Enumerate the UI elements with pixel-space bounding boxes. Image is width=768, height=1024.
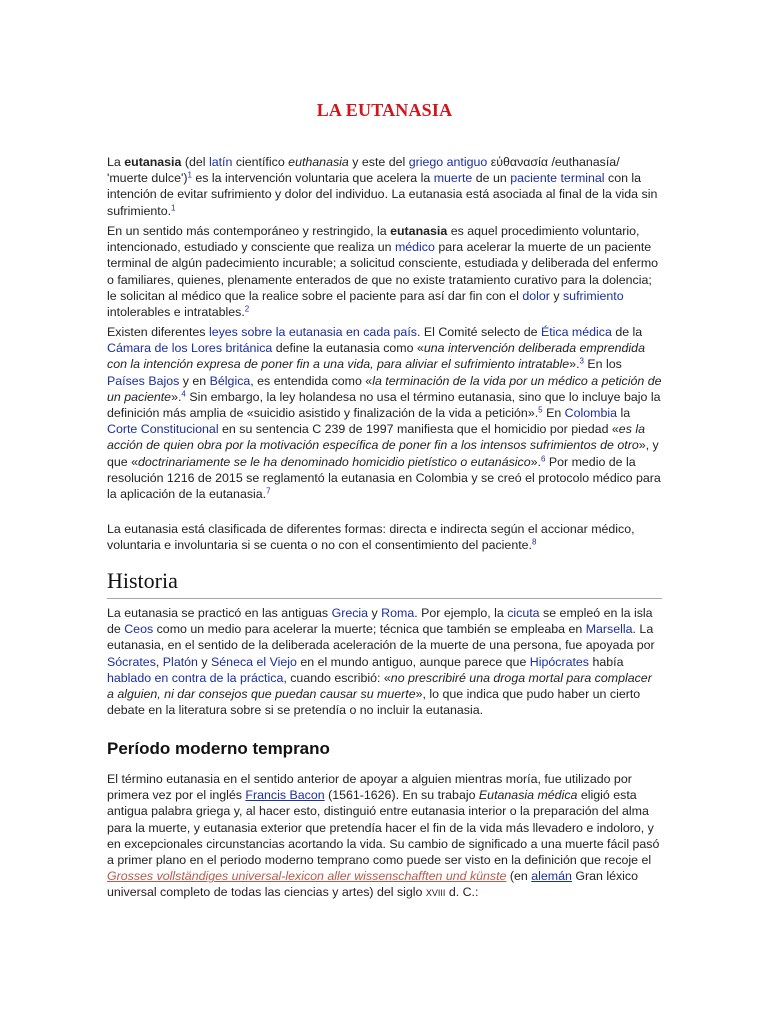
- link-grecia[interactable]: Grecia: [331, 606, 369, 620]
- link-corte-constitucional[interactable]: Corte Constitucional: [107, 422, 219, 437]
- bold-term: eutanasia: [390, 224, 448, 238]
- link-leyes-eutanasia[interactable]: leyes sobre la eutanasia en cada país: [208, 325, 417, 339]
- footnote-ref[interactable]: 5: [538, 405, 543, 415]
- century-numeral: xviii: [425, 885, 446, 900]
- footnote-ref[interactable]: 4: [181, 389, 186, 399]
- link-sufrimiento[interactable]: sufrimiento: [562, 288, 624, 303]
- link-grosses-lexicon[interactable]: Grosses vollständiges universal-lexicon aller wissenschafften und künste: [107, 869, 507, 884]
- link-aleman[interactable]: alemán: [531, 869, 572, 884]
- section-heading-periodo-moderno: Período moderno temprano: [107, 739, 330, 758]
- link-etica-medica[interactable]: Ética médica: [540, 325, 612, 339]
- footnote-ref[interactable]: 8: [532, 537, 537, 547]
- paragraph-intro: La eutanasia (del latín científico euthanasia y este del griego antiguo εὐθανασία /euthanasía/ 'muerte dulce')$^1$ es la intervención voluntaria que acelera la muerte de un paciente terminal con la intención de evitar sufrimiento y dolor del individuo. La eutanasia está asociada al final de la vida sin sufrimiento.$^1$: [107, 155, 658, 218]
- footnote-ref[interactable]: 3: [579, 357, 584, 367]
- footnote-ref[interactable]: 2: [244, 304, 250, 314]
- paragraph-definition: En un sentido más contemporáneo y restringido, la eutanasia es aquel procedimiento voluntario, intencionado, estudiado y consciente que realiza un médico para acelerar la muerte de un paciente terminal de algún padecimiento incurable; a solicitud consciente, estudiada y deliberada del enfermo o familiares, quienes, plenamente enterados de que no existe tratamiento curativo para la dolencia; le solicitan al médico que la realice sobre el paciente para así dar fin con el dolor y sufrimiento intolerables e intratables.$^2$: [107, 224, 659, 320]
- footnote-ref[interactable]: 1: [187, 170, 192, 180]
- link-seneca[interactable]: Séneca el Viejo: [211, 654, 297, 669]
- section-heading-historia: Historia: [107, 566, 662, 599]
- paragraph-periodo-moderno: El término eutanasia en el sentido anterior de apoyar a alguien mientras moría, fue utilizado por primera vez por el inglés Francis Bacon (1561-1626). En su trabajo Eutanasia médica eligió esta antigua palabra griega y, al hacer esto, distinguió entre eutanasia interior o la preparación del alma para la muerte, y eutanasia exterior que pretendía hacer el fin de la vida más llevadero e indoloro, y en excepcionales circunstancias acortando la vida. Su cambio de significado a una muerte fácil pasó a primer plano en el periodo moderno temprano como puede ser visto en la definición que recoje el Grosses vollständiges universal-lexicon aller wissenschafften und künste (en alemán Gran léxico universal completo de todas las ciencias y artes) del siglo xviii d. C.:: [107, 772, 660, 900]
- paragraph-legislation: Existen diferentes leyes sobre la eutanasia en cada país. El Comité selecto de Ética médica de la Cámara de los Lores británica define la eutanasia como «una intervención deliberada emprendida con la intención expresa de poner fin a una vida, para aliviar el sufrimiento intratable».$^3$ En los Países Bajos y en Bélgica, es entendida como «la terminación de la vida por un médico a petición de un paciente».$^4$ Sin embargo, la ley holandesa no usa el término eutanasia, sino que lo incluye bajo la definición más amplia de «suicidio asistido y finalización de la vida a petición».$^5$ En Colombia la Corte Constitucional en su sentencia C 239 de 1997 manifiesta que el homicidio por piedad «es la acción de quien obra por la motivación específica de poner fin a los intensos sufrimientos de otro», y que «doctrinariamente se le ha denominado homicidio pietístico o eutanásico».$^6$ Por medio de la resolución 1216 de 2015 se reglamentó la eutanasia en Colombia y se creó el protocolo médico para la aplicación de la eutanasia.$^7$: [107, 325, 662, 502]
- link-dolor[interactable]: dolor: [522, 288, 550, 303]
- link-latin[interactable]: latín: [208, 155, 233, 169]
- footnote-ref[interactable]: 6: [540, 454, 546, 464]
- link-hablado-en-contra[interactable]: hablado en contra de la práctica: [107, 670, 284, 685]
- link-platon[interactable]: Platón: [162, 654, 198, 669]
- link-hipocrates[interactable]: Hipócrates: [529, 654, 590, 669]
- link-socrates[interactable]: Sócrates: [107, 654, 156, 669]
- link-marsella[interactable]: Marsella: [585, 622, 633, 637]
- link-francis-bacon[interactable]: Francis Bacon: [245, 788, 325, 803]
- link-colombia[interactable]: Colombia: [564, 406, 618, 421]
- link-griego-antiguo[interactable]: griego antiguo: [408, 155, 488, 169]
- paragraph-classification: La eutanasia está clasificada de diferentes formas: directa e indirecta según el accionar médico, voluntaria e involuntaria si se cuenta o no con el consentimiento del paciente.$^8$: [107, 522, 635, 553]
- footnote-ref[interactable]: 1: [171, 203, 176, 213]
- link-cicuta[interactable]: cicuta: [507, 606, 540, 620]
- footnote-ref[interactable]: 7: [266, 486, 271, 496]
- document-title: LA EUTANASIA: [316, 100, 453, 120]
- link-paciente-terminal[interactable]: paciente terminal: [510, 171, 605, 186]
- link-roma[interactable]: Roma: [381, 606, 415, 620]
- link-ceos[interactable]: Ceos: [124, 622, 154, 637]
- link-medico[interactable]: médico: [394, 240, 435, 255]
- link-camara-lores[interactable]: Cámara de los Lores británica: [107, 341, 273, 356]
- link-muerte[interactable]: muerte: [433, 171, 473, 186]
- link-paises-bajos[interactable]: Países Bajos: [107, 373, 180, 388]
- bold-term: eutanasia: [124, 155, 182, 169]
- link-belgica[interactable]: Bélgica: [209, 373, 251, 388]
- paragraph-historia: La eutanasia se practicó en las antiguas Grecia y Roma. Por ejemplo, la cicuta se empleó en la isla de Ceos como un medio para acelerar la muerte; técnica que también se empleaba en Marsella. La eutanasia, en el sentido de la deliberada aceleración de la muerte de una persona, fue apoyada por Sócrates, Platón y Séneca el Viejo en el mundo antiguo, aunque parece que Hipócrates había hablado en contra de la práctica, cuando escribió: «no prescribiré una droga mortal para complacer a alguien, ni dar consejos que puedan causar su muerte», lo que indica que pudo haber un cierto debate en la literatura sobre si se pretendía o no incluir la eutanasia.: [107, 606, 655, 718]
